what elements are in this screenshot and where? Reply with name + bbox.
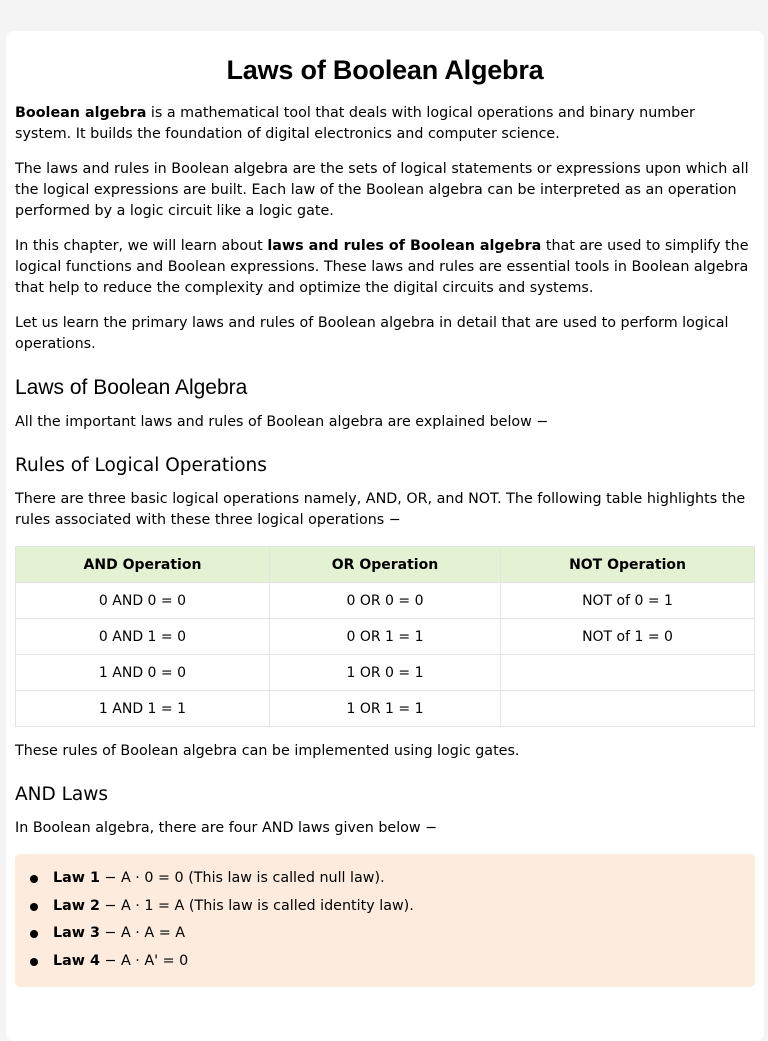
table-cell: NOT of 0 = 1	[501, 583, 755, 619]
table-cell: 1 AND 0 = 0	[16, 655, 270, 691]
law-label: Law 3	[53, 925, 100, 941]
law-text: − A · 1 = A (This law is called identity law).	[99, 897, 414, 914]
table-cell	[501, 655, 755, 691]
intro-paragraph-1	[15, 103, 755, 145]
law-text: − A · A' = 0	[99, 952, 189, 969]
table-header-row	[16, 547, 755, 583]
intro-text-3b: that are used to simplify the logical functions and Boolean expressions. These laws and rules are essential tools in Boolean algebra that help to reduce the complexity and optimize the digital circuits and systems.	[15, 238, 749, 296]
bullet-icon	[30, 930, 38, 938]
table-cell: 0 AND 1 = 0	[16, 619, 270, 655]
table-header-and: AND Operation	[16, 547, 270, 583]
and-laws-list	[15, 865, 755, 975]
law-text: − A · A = A	[99, 925, 186, 941]
table-row	[16, 691, 755, 727]
law-label: Law 4	[53, 952, 100, 969]
section-text-and-laws: In Boolean algebra, there are four AND laws given below −	[15, 820, 438, 836]
list-item	[15, 920, 755, 948]
table-cell: 1 OR 1 = 1	[269, 691, 500, 727]
intro-text-3a: In this chapter, we will learn about	[15, 238, 268, 254]
intro-text-1: is a mathematical tool that deals with logical operations and binary number system. It builds the foundation of digital electronics and computer science.	[15, 105, 695, 142]
table-row	[16, 619, 755, 655]
list-item	[15, 948, 755, 976]
table-cell: 1 OR 0 = 1	[269, 655, 500, 691]
table-cell: 0 OR 1 = 1	[269, 619, 500, 655]
table-row	[16, 655, 755, 691]
table-row	[16, 583, 755, 619]
list-item	[15, 865, 755, 893]
intro-paragraph-2: The laws and rules in Boolean algebra are the sets of logical statements or expressions upon which all the logical expressions are built. Each law of the Boolean algebra can be interpreted as an operation performed by a logic circuit like a logic gate.	[15, 161, 749, 219]
law-label: Law 2	[53, 897, 100, 914]
after-table-text: These rules of Boolean algebra can be implemented using logic gates.	[15, 743, 520, 759]
law-label: Law 1	[53, 870, 100, 886]
table-cell: 1 AND 1 = 1	[16, 691, 270, 727]
and-laws-box	[15, 854, 755, 987]
law-text: − A · 0 = 0 (This law is called null law).	[99, 870, 385, 886]
table-cell: 0 OR 0 = 0	[269, 583, 500, 619]
intro-bold-term: Boolean algebra	[15, 105, 147, 121]
table-cell: NOT of 1 = 0	[501, 619, 755, 655]
content-card	[6, 31, 764, 1041]
table-cell: 0 AND 0 = 0	[16, 583, 270, 619]
bullet-icon	[30, 875, 38, 883]
table-cell	[501, 691, 755, 727]
rules-table	[15, 546, 755, 727]
intro-paragraph-3	[15, 236, 755, 299]
section-heading-laws: Laws of Boolean Algebra	[15, 376, 248, 399]
intro-paragraph-4: Let us learn the primary laws and rules of Boolean algebra in detail that are used to perform logical operations.	[15, 315, 729, 352]
section-text-rules: There are three basic logical operations namely, AND, OR, and NOT. The following table highlights the rules associated with these three logical operations −	[15, 491, 746, 528]
section-text-laws: All the important laws and rules of Boolean algebra are explained below −	[15, 414, 549, 430]
intro-bold-laws: laws and rules of Boolean algebra	[267, 238, 542, 254]
section-heading-rules: Rules of Logical Operations	[15, 455, 267, 476]
table-header-or: OR Operation	[269, 547, 500, 583]
list-item	[15, 893, 755, 921]
bullet-icon	[30, 958, 38, 966]
page-title: Laws of Boolean Algebra	[226, 55, 544, 85]
table-header-not: NOT Operation	[501, 547, 755, 583]
section-heading-and-laws: AND Laws	[15, 784, 109, 805]
bullet-icon	[30, 903, 38, 911]
